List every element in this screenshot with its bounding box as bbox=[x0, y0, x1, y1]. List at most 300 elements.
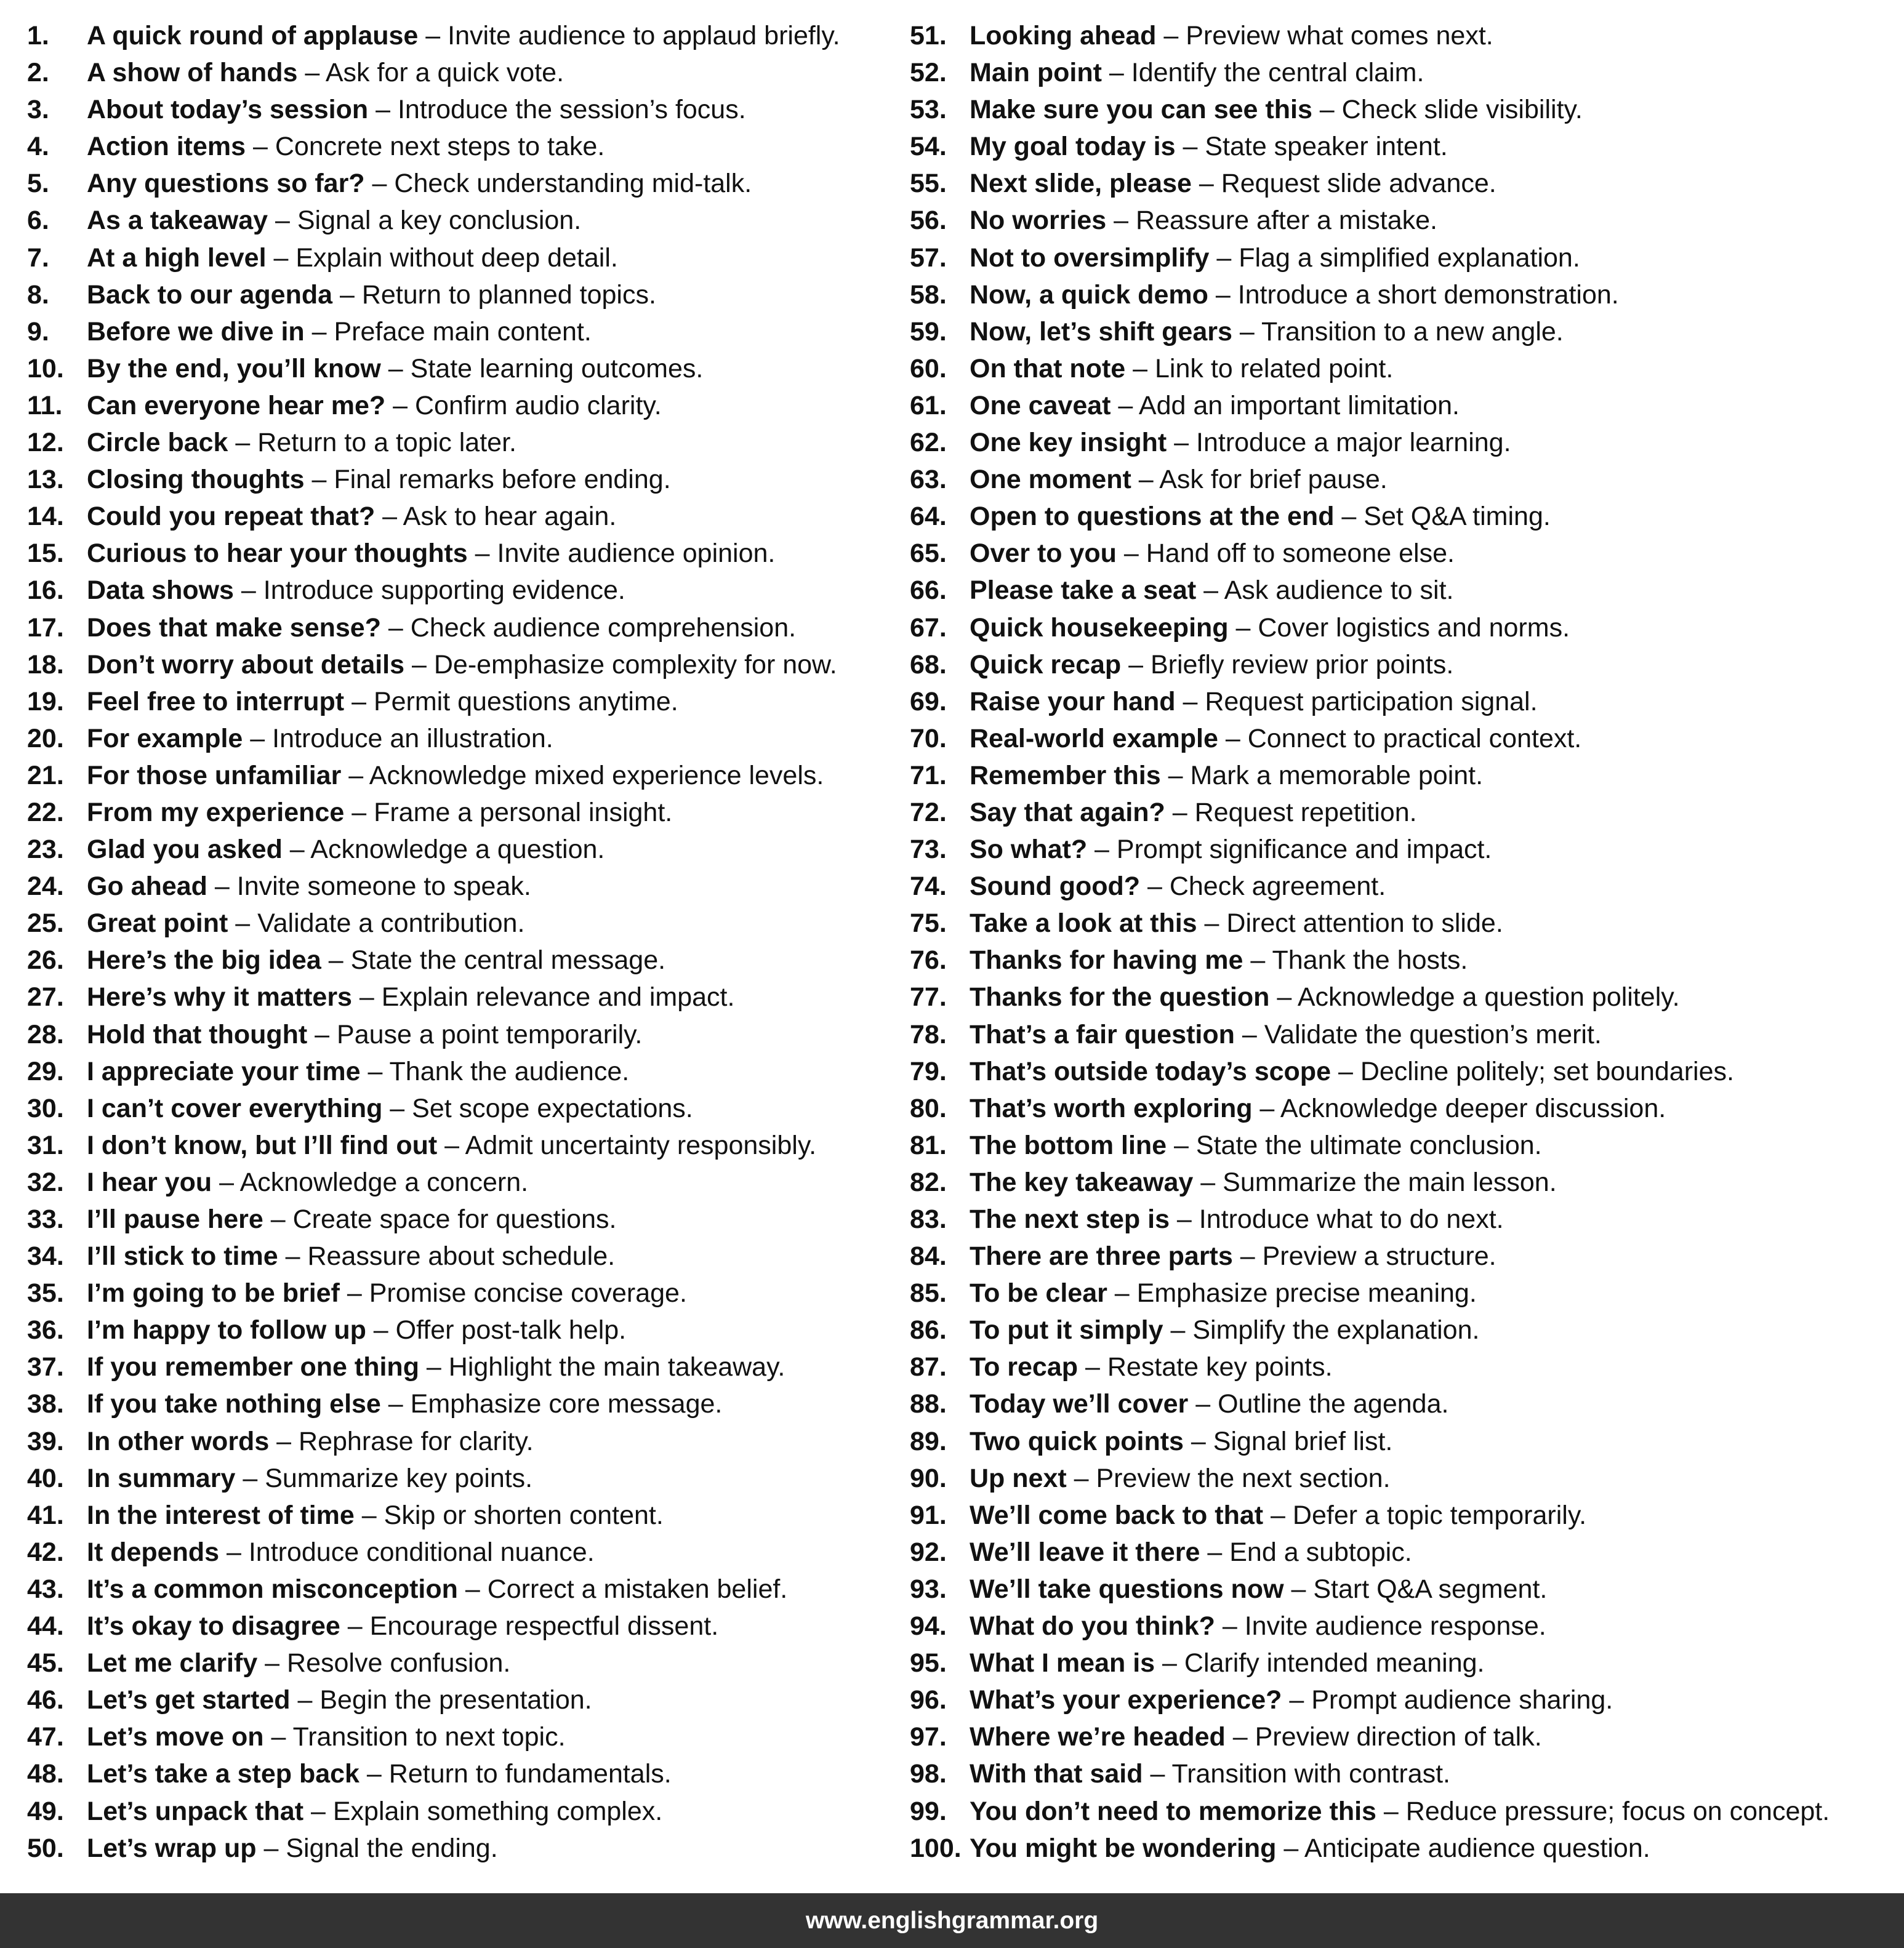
phrase-description: Create space for questions. bbox=[292, 1204, 617, 1234]
phrase-term: Any questions so far? bbox=[87, 169, 365, 199]
phrase-number: 34. bbox=[27, 1241, 64, 1272]
phrase-description: Acknowledge deeper discussion. bbox=[1280, 1093, 1666, 1123]
phrase-term: By the end, you’ll know bbox=[87, 353, 381, 383]
phrase-text bbox=[87, 683, 678, 720]
phrase-term: Two quick points bbox=[970, 1426, 1184, 1456]
phrase-separator: – bbox=[1111, 390, 1139, 420]
phrase-text bbox=[970, 1238, 1496, 1275]
phrase-separator: – bbox=[366, 1315, 396, 1345]
phrase-item bbox=[27, 424, 901, 461]
phrase-number: 59. bbox=[910, 316, 947, 347]
phrase-separator: – bbox=[344, 797, 374, 827]
phrase-separator: – bbox=[304, 316, 334, 347]
phrase-number: 42. bbox=[27, 1537, 64, 1567]
phrase-item bbox=[910, 905, 1895, 942]
phrase-description: Signal the ending. bbox=[286, 1833, 498, 1863]
phrase-term: Let me clarify bbox=[87, 1648, 258, 1678]
phrase-description: Request slide advance. bbox=[1221, 169, 1496, 199]
phrase-number: 55. bbox=[910, 169, 947, 199]
phrase-description: Simplify the explanation. bbox=[1192, 1315, 1480, 1345]
phrase-item bbox=[27, 461, 901, 498]
phrase-item bbox=[910, 461, 1895, 498]
phrase-text bbox=[87, 1053, 629, 1090]
phrase-item bbox=[27, 1830, 901, 1867]
phrase-description: Concrete next steps to take. bbox=[275, 132, 605, 162]
phrase-separator: – bbox=[282, 835, 311, 865]
phrase-number: 20. bbox=[27, 723, 64, 753]
phrase-term: I hear you bbox=[87, 1167, 212, 1197]
phrase-text bbox=[970, 1534, 1412, 1571]
phrase-number: 60. bbox=[910, 353, 947, 383]
phrase-item bbox=[27, 905, 901, 942]
phrase-number: 53. bbox=[910, 95, 947, 125]
phrase-description: End a subtopic. bbox=[1229, 1537, 1412, 1567]
phrase-term: To be clear bbox=[970, 1278, 1107, 1309]
phrase-item bbox=[910, 1312, 1895, 1349]
phrase-number: 8. bbox=[27, 279, 49, 310]
phrase-separator: – bbox=[1334, 502, 1364, 532]
phrase-list bbox=[0, 17, 1904, 1864]
phrase-separator: – bbox=[1160, 760, 1191, 790]
phrase-description: Ask for a quick vote. bbox=[325, 58, 564, 88]
phrase-item bbox=[910, 350, 1895, 387]
phrase-description: Request participation signal. bbox=[1205, 686, 1538, 716]
phrase-item bbox=[27, 1497, 901, 1534]
phrase-text bbox=[87, 91, 746, 128]
phrase-text bbox=[87, 276, 656, 313]
phrase-number: 92. bbox=[910, 1537, 947, 1567]
phrase-number: 26. bbox=[27, 945, 64, 976]
phrase-number: 76. bbox=[910, 945, 947, 976]
phrase-item bbox=[910, 720, 1895, 757]
phrase-term: Thanks for the question bbox=[970, 982, 1270, 1012]
phrase-text bbox=[970, 646, 1453, 683]
phrase-item bbox=[910, 1127, 1895, 1164]
phrase-text bbox=[87, 1793, 662, 1830]
phrase-separator: – bbox=[360, 1056, 390, 1086]
phrase-separator: – bbox=[1228, 612, 1258, 643]
phrase-description: Confirm audio clarity. bbox=[414, 390, 662, 420]
phrase-text bbox=[87, 239, 618, 276]
phrase-text bbox=[87, 1312, 626, 1349]
phrase-separator: – bbox=[278, 1241, 308, 1272]
phrase-separator: – bbox=[1121, 649, 1151, 679]
phrase-term: Raise your hand bbox=[970, 686, 1176, 716]
phrase-text bbox=[970, 1830, 1650, 1867]
phrase-separator: – bbox=[219, 1537, 249, 1567]
phrase-number: 50. bbox=[27, 1833, 64, 1863]
phrase-description: Preview direction of talk. bbox=[1255, 1722, 1542, 1752]
phrase-separator: – bbox=[375, 502, 403, 532]
phrase-text bbox=[970, 1608, 1546, 1645]
phrase-text bbox=[87, 165, 752, 202]
phrase-term: Open to questions at the end bbox=[970, 502, 1335, 532]
phrase-number: 36. bbox=[27, 1315, 64, 1345]
phrase-item bbox=[27, 350, 901, 387]
phrase-text bbox=[87, 1534, 595, 1571]
phrase-term: One key insight bbox=[970, 428, 1167, 458]
phrase-term: I’m going to be brief bbox=[87, 1278, 340, 1309]
phrase-separator: – bbox=[1167, 1130, 1196, 1160]
phrase-term: Here’s the big idea bbox=[87, 945, 321, 976]
phrase-term: Let’s take a step back bbox=[87, 1759, 360, 1789]
phrase-description: Mark a memorable point. bbox=[1190, 760, 1484, 790]
phrase-term: Now, a quick demo bbox=[970, 279, 1208, 310]
phrase-text bbox=[87, 313, 592, 350]
phrase-description: Ask to hear again. bbox=[403, 502, 617, 532]
phrase-description: Reduce pressure; focus on concept. bbox=[1405, 1796, 1830, 1826]
phrase-description: Cover logistics and norms. bbox=[1258, 612, 1570, 643]
phrase-term: A quick round of applause bbox=[87, 21, 419, 50]
phrase-description: Reassure after a mistake. bbox=[1136, 206, 1437, 236]
phrase-separator: – bbox=[233, 575, 263, 606]
phrase-separator: – bbox=[1101, 58, 1131, 88]
phrase-text bbox=[970, 535, 1455, 572]
phrase-number: 32. bbox=[27, 1167, 64, 1197]
phrase-separator: – bbox=[380, 612, 411, 643]
phrase-separator: – bbox=[256, 1833, 286, 1863]
phrase-description: Permit questions anytime. bbox=[373, 686, 678, 716]
phrase-term: Where we’re headed bbox=[970, 1722, 1226, 1752]
phrase-separator: – bbox=[1376, 1796, 1406, 1826]
phrase-description: Reassure about schedule. bbox=[307, 1241, 616, 1272]
phrase-text bbox=[970, 1645, 1485, 1681]
phrase-text bbox=[87, 1497, 664, 1534]
phrase-item bbox=[910, 831, 1895, 868]
phrase-item bbox=[27, 1312, 901, 1349]
footer-url[interactable]: www.englishgrammar.org bbox=[805, 1907, 1099, 1934]
phrase-separator: – bbox=[1252, 1093, 1280, 1123]
phrase-term: Looking ahead bbox=[970, 21, 1157, 50]
phrase-term: So what? bbox=[970, 835, 1088, 865]
phrase-text bbox=[87, 350, 703, 387]
phrase-item bbox=[910, 1460, 1895, 1497]
phrase-term: Thanks for having me bbox=[970, 945, 1243, 976]
phrase-item bbox=[27, 942, 901, 979]
phrase-item bbox=[910, 239, 1895, 276]
phrase-item bbox=[910, 757, 1895, 794]
phrase-item bbox=[27, 1127, 901, 1164]
phrase-description: Validate a contribution. bbox=[257, 908, 525, 939]
phrase-term: Curious to hear your thoughts bbox=[87, 539, 468, 569]
phrase-item bbox=[910, 202, 1895, 239]
phrase-number: 65. bbox=[910, 539, 947, 569]
phrase-item bbox=[910, 683, 1895, 720]
phrase-number: 79. bbox=[910, 1056, 947, 1086]
phrase-description: Check audience comprehension. bbox=[410, 612, 797, 643]
phrase-item bbox=[910, 1830, 1895, 1867]
phrase-item bbox=[910, 572, 1895, 609]
phrase-item bbox=[910, 165, 1895, 202]
phrase-text bbox=[970, 202, 1437, 239]
phrase-separator: – bbox=[364, 169, 395, 199]
phrase-term: Does that make sense? bbox=[87, 612, 381, 643]
phrase-separator: – bbox=[290, 1685, 320, 1715]
phrase-text bbox=[87, 1830, 498, 1867]
phrase-description: Emphasize core message. bbox=[410, 1389, 723, 1419]
phrase-description: Transition to a new angle. bbox=[1261, 316, 1564, 347]
phrase-number: 77. bbox=[910, 982, 947, 1012]
phrase-item bbox=[27, 979, 901, 1016]
phrase-term: I’ll pause here bbox=[87, 1204, 263, 1234]
phrase-number: 84. bbox=[910, 1241, 947, 1272]
phrase-term: Over to you bbox=[970, 539, 1117, 569]
phrase-separator: – bbox=[418, 21, 448, 50]
phrase-number: 88. bbox=[910, 1389, 947, 1419]
phrase-separator: – bbox=[1282, 1685, 1312, 1715]
phrase-number: 93. bbox=[910, 1574, 947, 1604]
phrase-term: What’s your experience? bbox=[970, 1685, 1282, 1715]
phrase-separator: – bbox=[266, 242, 296, 273]
phrase-number: 29. bbox=[27, 1056, 64, 1086]
phrase-item bbox=[27, 239, 901, 276]
phrase-description: Identify the central claim. bbox=[1131, 58, 1424, 88]
phrase-description: Validate the question’s merit. bbox=[1264, 1019, 1602, 1049]
phrase-description: Invite someone to speak. bbox=[236, 872, 531, 902]
phrase-term: Back to our agenda bbox=[87, 279, 333, 310]
phrase-number: 4. bbox=[27, 132, 49, 162]
phrase-separator: – bbox=[1193, 1167, 1223, 1197]
phrase-description: Ask for brief pause. bbox=[1159, 465, 1388, 495]
phrase-description: Invite audience opinion. bbox=[497, 539, 776, 569]
phrase-number: 83. bbox=[910, 1204, 947, 1234]
phrase-text bbox=[87, 1385, 722, 1422]
phrase-number: 100. bbox=[910, 1833, 962, 1863]
phrase-term: Today we’ll cover bbox=[970, 1389, 1189, 1419]
phrase-separator: – bbox=[1156, 21, 1186, 50]
phrase-description: Add an important limitation. bbox=[1138, 390, 1460, 420]
phrase-term: Please take a seat bbox=[970, 575, 1197, 606]
phrase-number: 90. bbox=[910, 1463, 947, 1493]
phrase-number: 40. bbox=[27, 1463, 64, 1493]
phrase-separator: – bbox=[303, 1796, 333, 1826]
phrase-number: 98. bbox=[910, 1759, 947, 1789]
phrase-description: Acknowledge a question. bbox=[310, 835, 605, 865]
phrase-text bbox=[970, 1423, 1392, 1460]
phrase-separator: – bbox=[1165, 797, 1195, 827]
phrase-term: To recap bbox=[970, 1352, 1079, 1382]
phrase-item bbox=[910, 1681, 1895, 1718]
phrase-separator: – bbox=[332, 279, 362, 310]
phrase-item bbox=[27, 91, 901, 128]
phrase-item bbox=[910, 1016, 1895, 1053]
phrase-text bbox=[87, 1571, 787, 1608]
phrase-number: 58. bbox=[910, 279, 947, 310]
phrase-number: 15. bbox=[27, 539, 64, 569]
phrase-term: We’ll take questions now bbox=[970, 1574, 1284, 1604]
phrase-description: Outline the agenda. bbox=[1218, 1389, 1449, 1419]
phrase-text bbox=[970, 276, 1619, 313]
phrase-number: 37. bbox=[27, 1352, 64, 1382]
phrase-number: 9. bbox=[27, 316, 49, 347]
phrase-item bbox=[910, 1755, 1895, 1792]
phrase-item bbox=[910, 1349, 1895, 1385]
phrase-term: Not to oversimplify bbox=[970, 242, 1210, 273]
phrase-number: 18. bbox=[27, 649, 64, 679]
phrase-term: Action items bbox=[87, 132, 246, 162]
phrase-text bbox=[87, 646, 837, 683]
phrase-text bbox=[87, 1681, 592, 1718]
phrase-item bbox=[910, 54, 1895, 91]
phrase-text bbox=[970, 1053, 1734, 1090]
phrase-separator: – bbox=[304, 465, 334, 495]
phrase-item bbox=[27, 609, 901, 646]
phrase-description: Return to planned topics. bbox=[361, 279, 656, 310]
phrase-number: 39. bbox=[27, 1426, 64, 1456]
phrase-number: 72. bbox=[910, 797, 947, 827]
phrase-text bbox=[87, 1423, 534, 1460]
phrase-text bbox=[87, 1016, 642, 1053]
phrase-text bbox=[970, 868, 1386, 905]
phrase-item bbox=[910, 646, 1895, 683]
phrase-item bbox=[910, 1645, 1895, 1681]
phrase-separator: – bbox=[1143, 1759, 1172, 1789]
phrase-description: Skip or shorten content. bbox=[384, 1500, 664, 1530]
phrase-description: Check agreement. bbox=[1169, 872, 1386, 902]
phrase-separator: – bbox=[1225, 1722, 1255, 1752]
phrase-text bbox=[87, 1127, 816, 1164]
phrase-item bbox=[27, 572, 901, 609]
phrase-number: 41. bbox=[27, 1500, 64, 1530]
phrase-number: 19. bbox=[27, 686, 64, 716]
phrase-item bbox=[910, 1718, 1895, 1755]
footer-bar bbox=[0, 1893, 1904, 1948]
phrase-number: 91. bbox=[910, 1500, 947, 1530]
phrase-separator: – bbox=[1125, 353, 1155, 383]
phrase-description: Summarize key points. bbox=[265, 1463, 533, 1493]
phrase-number: 63. bbox=[910, 465, 947, 495]
phrase-number: 11. bbox=[27, 390, 63, 420]
phrase-text bbox=[970, 1127, 1542, 1164]
phrase-item bbox=[27, 54, 901, 91]
phrase-text bbox=[970, 1349, 1333, 1385]
phrase-description: Transition to next topic. bbox=[292, 1722, 566, 1752]
phrase-number: 5. bbox=[27, 169, 49, 199]
phrase-number: 13. bbox=[27, 465, 64, 495]
phrase-separator: – bbox=[457, 1574, 488, 1604]
phrase-text bbox=[87, 794, 672, 831]
phrase-term: Closing thoughts bbox=[87, 465, 305, 495]
phrase-text bbox=[970, 239, 1580, 276]
phrase-separator: – bbox=[1232, 1241, 1263, 1272]
phrase-text bbox=[970, 572, 1453, 609]
phrase-text bbox=[970, 720, 1581, 757]
phrase-item bbox=[910, 794, 1895, 831]
phrase-text bbox=[87, 1608, 718, 1645]
phrase-separator: – bbox=[1140, 872, 1170, 902]
phrase-description: Return to a topic later. bbox=[257, 428, 516, 458]
phrase-number: 81. bbox=[910, 1130, 947, 1160]
phrase-text bbox=[970, 17, 1493, 54]
phrase-separator: – bbox=[235, 1463, 265, 1493]
phrase-number: 31. bbox=[27, 1130, 64, 1160]
phrase-description: Introduce an illustration. bbox=[272, 723, 553, 753]
phrase-description: Preview a structure. bbox=[1262, 1241, 1496, 1272]
phrase-text bbox=[87, 202, 581, 239]
phrase-separator: – bbox=[1243, 945, 1272, 976]
phrase-text bbox=[87, 757, 824, 794]
phrase-item bbox=[910, 1608, 1895, 1645]
phrase-number: 22. bbox=[27, 797, 64, 827]
phrase-term: In other words bbox=[87, 1426, 270, 1456]
phrase-term: Main point bbox=[970, 58, 1102, 88]
phrase-term: It depends bbox=[87, 1537, 220, 1567]
phrase-item bbox=[910, 609, 1895, 646]
phrase-text bbox=[87, 1238, 615, 1275]
phrase-description: Resolve confusion. bbox=[287, 1648, 511, 1678]
phrase-number: 10. bbox=[27, 353, 64, 383]
phrase-text bbox=[87, 905, 524, 942]
phrase-column-right bbox=[910, 17, 1895, 1867]
phrase-separator: – bbox=[419, 1352, 449, 1382]
phrase-text bbox=[970, 1718, 1542, 1755]
phrase-term: I’ll stick to time bbox=[87, 1241, 278, 1272]
phrase-separator: – bbox=[1197, 908, 1227, 939]
phrase-number: 44. bbox=[27, 1611, 64, 1641]
phrase-term: One moment bbox=[970, 465, 1131, 495]
phrase-separator: – bbox=[1283, 1574, 1314, 1604]
phrase-number: 33. bbox=[27, 1204, 64, 1234]
phrase-item bbox=[27, 1460, 901, 1497]
phrase-separator: – bbox=[263, 1204, 293, 1234]
phrase-item bbox=[27, 1718, 901, 1755]
phrase-separator: – bbox=[1215, 1611, 1245, 1641]
phrase-number: 21. bbox=[27, 760, 64, 790]
phrase-description: Set Q&A timing. bbox=[1364, 502, 1551, 532]
phrase-separator: – bbox=[1175, 132, 1205, 162]
phrase-separator: – bbox=[228, 428, 258, 458]
phrase-description: Explain something complex. bbox=[332, 1796, 663, 1826]
phrase-separator: – bbox=[467, 539, 497, 569]
phrase-number: 16. bbox=[27, 575, 64, 606]
phrase-description: Introduce conditional nuance. bbox=[248, 1537, 595, 1567]
phrase-number: 23. bbox=[27, 835, 64, 865]
phrase-description: Defer a topic temporarily. bbox=[1292, 1500, 1587, 1530]
phrase-item bbox=[27, 1681, 901, 1718]
phrase-text bbox=[87, 572, 625, 609]
phrase-description: Decline politely; set boundaries. bbox=[1360, 1056, 1734, 1086]
phrase-number: 97. bbox=[910, 1722, 947, 1752]
phrase-number: 43. bbox=[27, 1574, 64, 1604]
phrase-term: Let’s get started bbox=[87, 1685, 291, 1715]
phrase-text bbox=[87, 1164, 528, 1201]
phrase-number: 82. bbox=[910, 1167, 947, 1197]
phrase-text bbox=[970, 905, 1503, 942]
phrase-term: Feel free to interrupt bbox=[87, 686, 345, 716]
phrase-item bbox=[910, 91, 1895, 128]
phrase-description: Acknowledge a question politely. bbox=[1297, 982, 1680, 1012]
phrase-number: 85. bbox=[910, 1278, 947, 1309]
phrase-term: Go ahead bbox=[87, 872, 207, 902]
phrase-separator: – bbox=[243, 723, 273, 753]
phrase-description: Thank the audience. bbox=[389, 1056, 630, 1086]
phrase-separator: – bbox=[246, 132, 275, 162]
phrase-item bbox=[910, 1238, 1895, 1275]
phrase-description: Request repetition. bbox=[1194, 797, 1417, 827]
phrase-description: Prompt audience sharing. bbox=[1311, 1685, 1613, 1715]
phrase-item bbox=[910, 1275, 1895, 1312]
phrase-number: 25. bbox=[27, 908, 64, 939]
phrase-number: 57. bbox=[910, 242, 947, 273]
phrase-item bbox=[27, 128, 901, 165]
phrase-term: In summary bbox=[87, 1463, 236, 1493]
phrase-description: Promise concise coverage. bbox=[369, 1278, 687, 1309]
phrase-term: With that said bbox=[970, 1759, 1143, 1789]
phrase-term: What I mean is bbox=[970, 1648, 1155, 1678]
phrase-item bbox=[27, 202, 901, 239]
phrase-description: Invite audience to applaud briefly. bbox=[448, 21, 840, 50]
phrase-separator: – bbox=[1276, 1833, 1304, 1863]
